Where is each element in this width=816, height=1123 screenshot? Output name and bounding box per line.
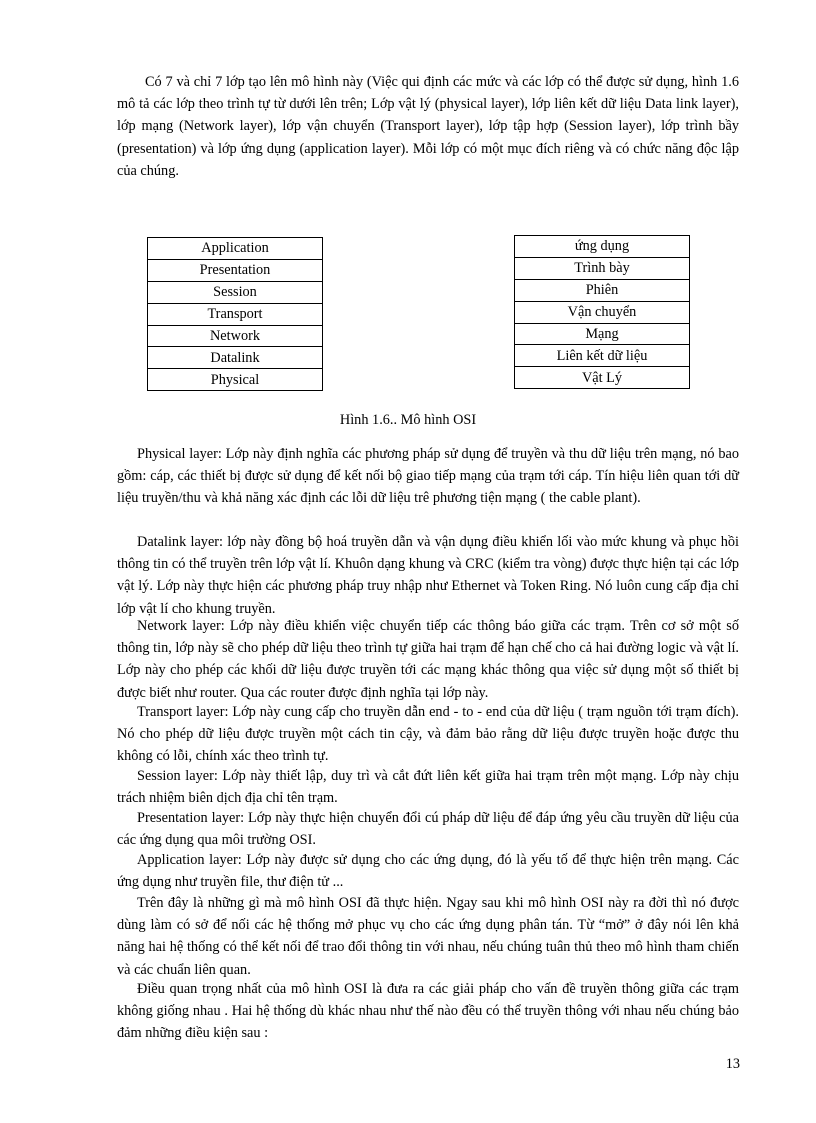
conclusion-paragraph: Điều quan trọng nhất của mô hình OSI là đưa ra các giải pháp cho vấn đề truyền thông giữa các trạm không giống nhau . Hai hệ thống dù khác nhau như thế nào đều có thể truyền thông với nhau nếu chúng bảo đảm những điều kiện sau : xyxy=(117,981,739,1042)
page-number: 13 xyxy=(725,1056,740,1072)
osi-vi-phien: Phiên xyxy=(515,279,690,301)
osi-en-physical: Physical xyxy=(148,369,323,391)
figure-caption: Hình 1.6.. Mô hình OSI xyxy=(339,412,477,428)
osi-vi-van-chuyen: Vận chuyển xyxy=(515,301,690,323)
osi-en-row xyxy=(148,259,323,281)
osi-vi-ung-dung: ứng dụng xyxy=(515,236,690,258)
osi-en-row xyxy=(148,369,323,391)
transport-layer-paragraph: Transport layer: Lớp này cung cấp cho truyền dẫn end - to - end của dữ liệu ( trạm nguồn tới trạm đích). Nó cho phép dữ liệu được truyền một cách tin cậy, và đảm bảo rằng dữ liệu được truyền hoặc được thu không có lỗi, chính xác theo trình tự. xyxy=(117,704,739,765)
osi-en-row xyxy=(148,303,323,325)
physical-layer-paragraph: Physical layer: Lớp này định nghĩa các phương pháp sử dụng để truyền và thu dữ liệu trên mạng, nó bao gồm: cáp, các thiết bị được sử dụng để kết nối bộ giao tiếp mạng của trạm tới cáp. Tín hiệu liên quan tới dữ liệu truyền/thu và khả năng xác định các lỗi dữ liệu trê phương tiện mạng ( the cable plant). xyxy=(117,446,739,507)
osi-model-vietnamese-table xyxy=(514,235,690,389)
osi-model-english-table xyxy=(147,237,323,391)
osi-vi-row xyxy=(515,301,690,323)
application-layer-paragraph: Application layer: Lớp này được sử dụng cho các ứng dụng, đó là yếu tố để thực hiện trên mạng. Các ứng dụng như truyền file, thư điện tử ... xyxy=(117,852,739,891)
osi-en-network: Network xyxy=(148,325,323,347)
osi-vi-row xyxy=(515,236,690,258)
osi-vi-row xyxy=(515,279,690,301)
osi-en-row xyxy=(148,347,323,369)
datalink-layer-paragraph: Datalink layer: lớp này đồng bộ hoá truyền dẫn và vận dụng điều khiển lối vào mức khung và phục hồi thông tin có thể truyền trên lớp vật lí. Khuôn dạng khung và CRC (kiểm tra vòng) được thực hiện tại các lớp vật lý. Lớp này thực hiện các phương pháp truy nhập như Ethernet và Token Ring. Nó luôn cung cấp địa chỉ lớp vật lí cho khung truyền. xyxy=(117,534,739,617)
osi-vi-row xyxy=(515,367,690,389)
presentation-layer-paragraph: Presentation layer: Lớp này thực hiện chuyển đổi cú pháp dữ liệu để đáp ứng yêu cầu truyền dữ liệu của các ứng dụng qua môi trường OSI. xyxy=(117,810,739,849)
osi-en-presentation: Presentation xyxy=(148,259,323,281)
osi-vi-trinh-bay: Trình bày xyxy=(515,257,690,279)
intro-paragraph: Có 7 và chỉ 7 lớp tạo lên mô hình này (Việc qui định các mức và các lớp có thể được sử dụng, hình 1.6 mô tả các lớp theo trình tự từ dưới lên trên; Lớp vật lý (physical layer), lớp liên kết dữ liệu Data link layer), lớp mạng (Network layer), lớp vận chuyển (Transport layer), lớp tập hợp (Session layer), lớp trình bầy (presentation) và lớp ứng dụng (application layer). Mỗi lớp có một mục đích riêng và có chức năng độc lập của chúng. xyxy=(117,74,739,179)
osi-en-row xyxy=(148,281,323,303)
osi-vi-lien-ket: Liên kết dữ liệu xyxy=(515,345,690,367)
osi-vi-vat-ly: Vật Lý xyxy=(515,367,690,389)
osi-en-session: Session xyxy=(148,281,323,303)
osi-vi-row xyxy=(515,323,690,345)
osi-vi-mang: Mạng xyxy=(515,323,690,345)
osi-en-datalink: Datalink xyxy=(148,347,323,369)
osi-vi-row xyxy=(515,257,690,279)
network-layer-paragraph: Network layer: Lớp này điều khiển việc chuyển tiếp các thông báo giữa các trạm. Trên cơ sở một số thông tin, lớp này sẽ cho phép dữ liệu theo trình tự giữa hai trạm để hạn chế cho cả hai đường logic và vật lí. Lớp này cho phép các khối dữ liệu được truyền tới các mạng khác thông qua việc sử dụng một số thiết bị được biết như router. Qua các router được định nghĩa tại lớp này. xyxy=(117,618,739,701)
osi-en-transport: Transport xyxy=(148,303,323,325)
osi-en-row xyxy=(148,325,323,347)
session-layer-paragraph: Session layer: Lớp này thiết lập, duy trì và cắt đứt liên kết giữa hai trạm trên một mạng. Lớp này chịu trách nhiệm biên dịch địa chỉ tên trạm. xyxy=(117,768,739,807)
osi-en-application: Application xyxy=(148,238,323,260)
osi-vi-row xyxy=(515,345,690,367)
osi-en-row xyxy=(148,238,323,260)
summary-paragraph: Trên đây là những gì mà mô hình OSI đã thực hiện. Ngay sau khi mô hình OSI này ra đời thì nó được dùng làm có sở để nối các hệ thống mở phục vụ cho các ứng dụng phân tán. Từ “mở” ở đây nói lên khả năng hai hệ thống có thể kết nối để trao đổi thông tin với nhau, nếu chúng tuân thủ theo mô hình tham chiến và các chuẩn liên quan. xyxy=(117,895,739,978)
